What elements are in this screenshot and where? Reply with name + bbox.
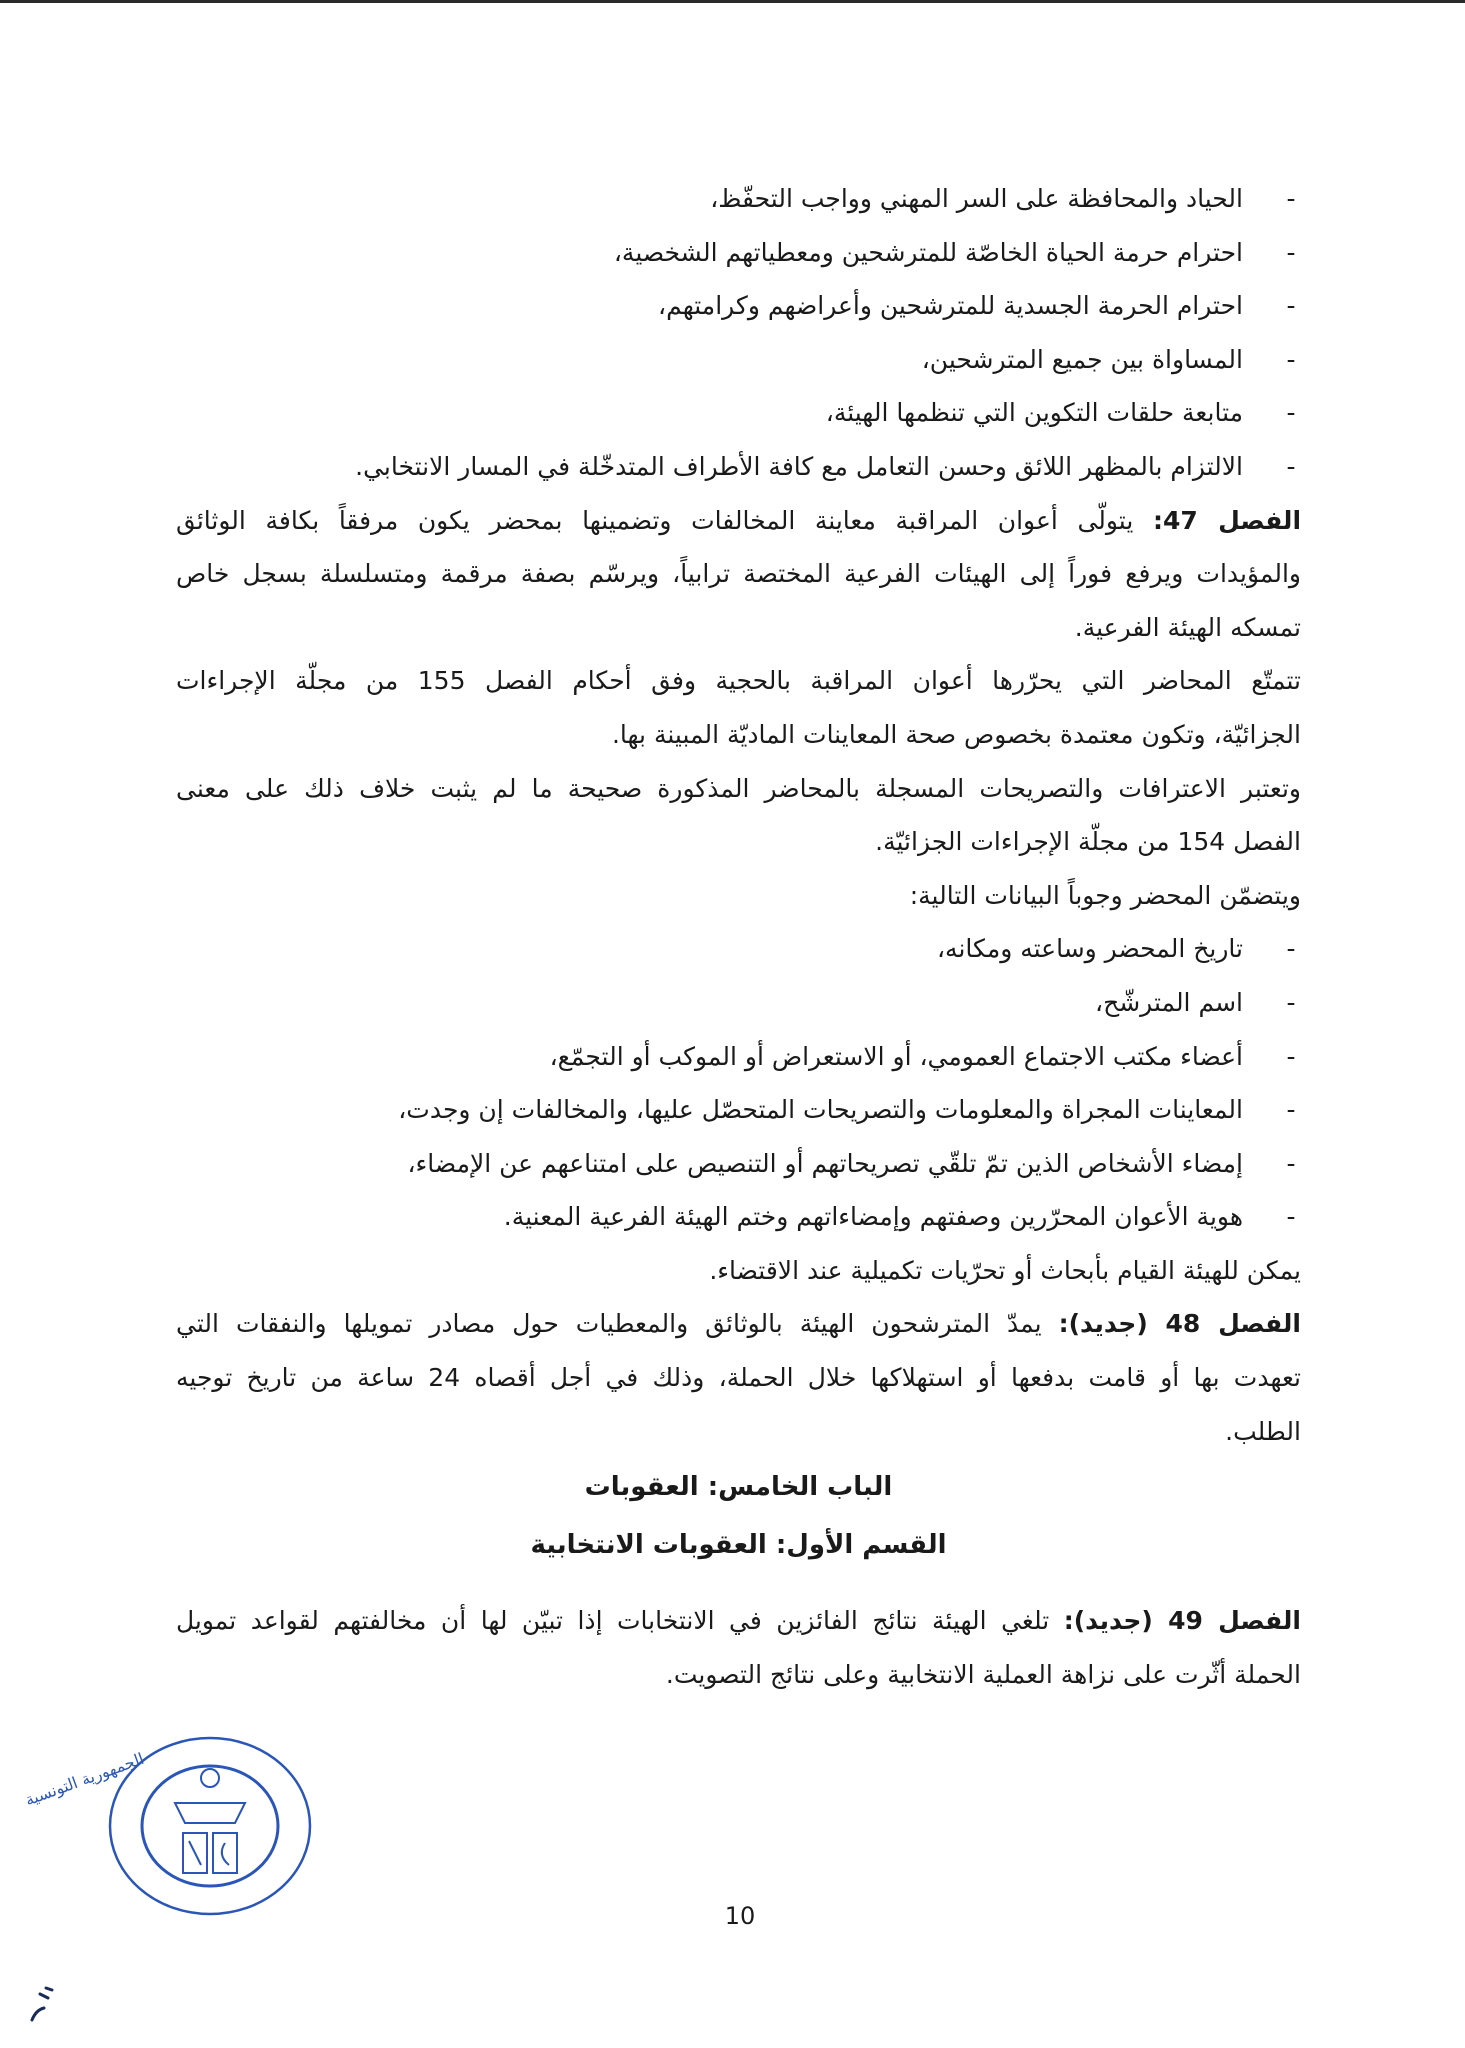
article-49-label: الفصل 49 (جديد): bbox=[1063, 1606, 1302, 1636]
article-49 bbox=[176, 1594, 1301, 1701]
list-item: - هوية الأعوان المحرّرين وصفتهم وإمضاءاتهم وختم الهيئة الفرعية المعنية. bbox=[176, 1190, 1301, 1244]
section-heading: القسم الأول: العقوبات الانتخابية bbox=[530, 1530, 947, 1561]
list-item: - اسم المترشّح، bbox=[176, 976, 1301, 1030]
bullet-dash: - bbox=[1286, 451, 1296, 481]
handwritten-mark-icon bbox=[22, 1980, 66, 2028]
article-48-line-1: الفصل 48 (جديد): يمدّ المترشحون الهيئة بالوثائق والمعطيات حول مصادر تمويلها والنفقات التي bbox=[176, 1309, 1302, 1339]
article-47-line-2: والمؤيدات ويرفع فوراً إلى الهيئات الفرعية المختصة ترابياً، ويرسّم بصفة مرقمة ومتسلسلة بسجل خاص bbox=[176, 559, 1301, 589]
bullet-dash: - bbox=[1286, 1041, 1296, 1071]
article-48 bbox=[176, 1297, 1301, 1458]
list-item: - المساواة بين جميع المترشحين، bbox=[176, 333, 1301, 387]
bullet-dash: - bbox=[1286, 398, 1296, 428]
bullet-dash: - bbox=[1286, 184, 1296, 213]
bullet-dash: - bbox=[1286, 1202, 1296, 1232]
bullet-dash: - bbox=[1286, 987, 1296, 1017]
article-48-label: الفصل 48 (جديد): bbox=[1058, 1309, 1302, 1339]
list-item: - الالتزام بالمظهر اللائق وحسن التعامل مع كافة الأطراف المتدخّلة في المسار الانتخابي. bbox=[176, 440, 1301, 494]
article-47-line-1: الفصل 47: يتولّى أعوان المراقبة معاينة المخالفات وتضمينها بمحضر يكون مرفقاً بكافة الوثائق bbox=[176, 505, 1302, 535]
spacer bbox=[176, 1574, 1301, 1594]
document-body bbox=[176, 172, 1301, 1701]
bullet-dash: - bbox=[1286, 1148, 1296, 1178]
list-item: - تاريخ المحضر وساعته ومكانه، bbox=[176, 922, 1301, 976]
bullet-dash: - bbox=[1286, 344, 1296, 374]
list-item: - متابعة حلقات التكوين التي تنظمها الهيئة، bbox=[176, 386, 1301, 440]
bullet-dash: - bbox=[1286, 291, 1296, 321]
page-number: 10 bbox=[724, 1902, 756, 1930]
list-item: - المعاينات المجراة والمعلومات والتصريحات المتحصّل عليها، والمخالفات إن وجدت، bbox=[176, 1083, 1301, 1137]
paragraph-minutes-contents: ويتضمّن المحضر وجوباً البيانات التالية: bbox=[909, 880, 1301, 910]
paragraph-investigations: يمكن للهيئة القيام بأبحاث أو تحرّيات تكميلية عند الاقتضاء. bbox=[709, 1255, 1301, 1285]
list-item: - أعضاء مكتب الاجتماع العمومي، أو الاستعراض أو الموكب أو التجمّع، bbox=[176, 1030, 1301, 1084]
list-item: - إمضاء الأشخاص الذين تمّ تلقّي تصريحاتهم أو التنصيص على امتناعهم عن الإمضاء، bbox=[176, 1137, 1301, 1191]
article-47 bbox=[176, 494, 1301, 655]
article-49-line-1: الفصل 49 (جديد): تلغي الهيئة نتائج الفائزين في الانتخابات إذا تبيّن لها أن مخالفتهم لقواعد تمويل bbox=[176, 1606, 1302, 1636]
article-48-line-2: تعهدت بها أو قامت بدفعها أو استهلاكها خلال الحملة، وذلك في أجل أقصاه 24 ساعة من تاريخ توجيه bbox=[176, 1363, 1301, 1393]
top-rule bbox=[0, 0, 1465, 3]
list-item: - الحياد والمحافظة على السر المهني وواجب التحفّظ، bbox=[176, 172, 1301, 226]
bullet-dash: - bbox=[1286, 1095, 1296, 1125]
chapter-heading: الباب الخامس: العقوبات bbox=[584, 1472, 893, 1503]
bullet-dash: - bbox=[1286, 237, 1296, 267]
seal-text: الجمهورية التونسية bbox=[22, 1748, 147, 1810]
bullet-dash: - bbox=[1286, 934, 1296, 964]
bullet-list-duties bbox=[176, 172, 1301, 494]
paragraph-minutes-authority: تتمتّع المحاضر التي يحرّرها أعوان المراقبة بالحجية وفق أحكام الفصل 155 من مجلّة الإجراءات الجزائيّة، وتكون معتمدة بخصوص صحة المعاينات الماديّة المبينة بها. bbox=[176, 666, 1301, 749]
list-item: - احترام حرمة الحياة الخاصّة للمترشحين ومعطياتهم الشخصية، bbox=[176, 226, 1301, 280]
official-seal-icon bbox=[22, 1733, 315, 1919]
article-47-line-3: تمسكه الهيئة الفرعية. bbox=[1074, 612, 1301, 642]
article-47-label: الفصل 47: bbox=[1152, 505, 1302, 535]
paragraph-confessions: وتعتبر الاعترافات والتصريحات المسجلة بالمحاضر المذكورة صحيحة ما لم يثبت خلاف ذلك على معنى الفصل 154 من مجلّة الإجراءات الجزائيّة. bbox=[176, 773, 1301, 857]
article-48-line-3: الطلب. bbox=[1225, 1416, 1301, 1446]
article-49-line-2: الحملة أثّرت على نزاهة العملية الانتخابية وعلى نتائج التصويت. bbox=[665, 1659, 1301, 1689]
list-item: - احترام الحرمة الجسدية للمترشحين وأعراضهم وكرامتهم، bbox=[176, 279, 1301, 333]
bullet-list-minutes bbox=[176, 922, 1301, 1244]
